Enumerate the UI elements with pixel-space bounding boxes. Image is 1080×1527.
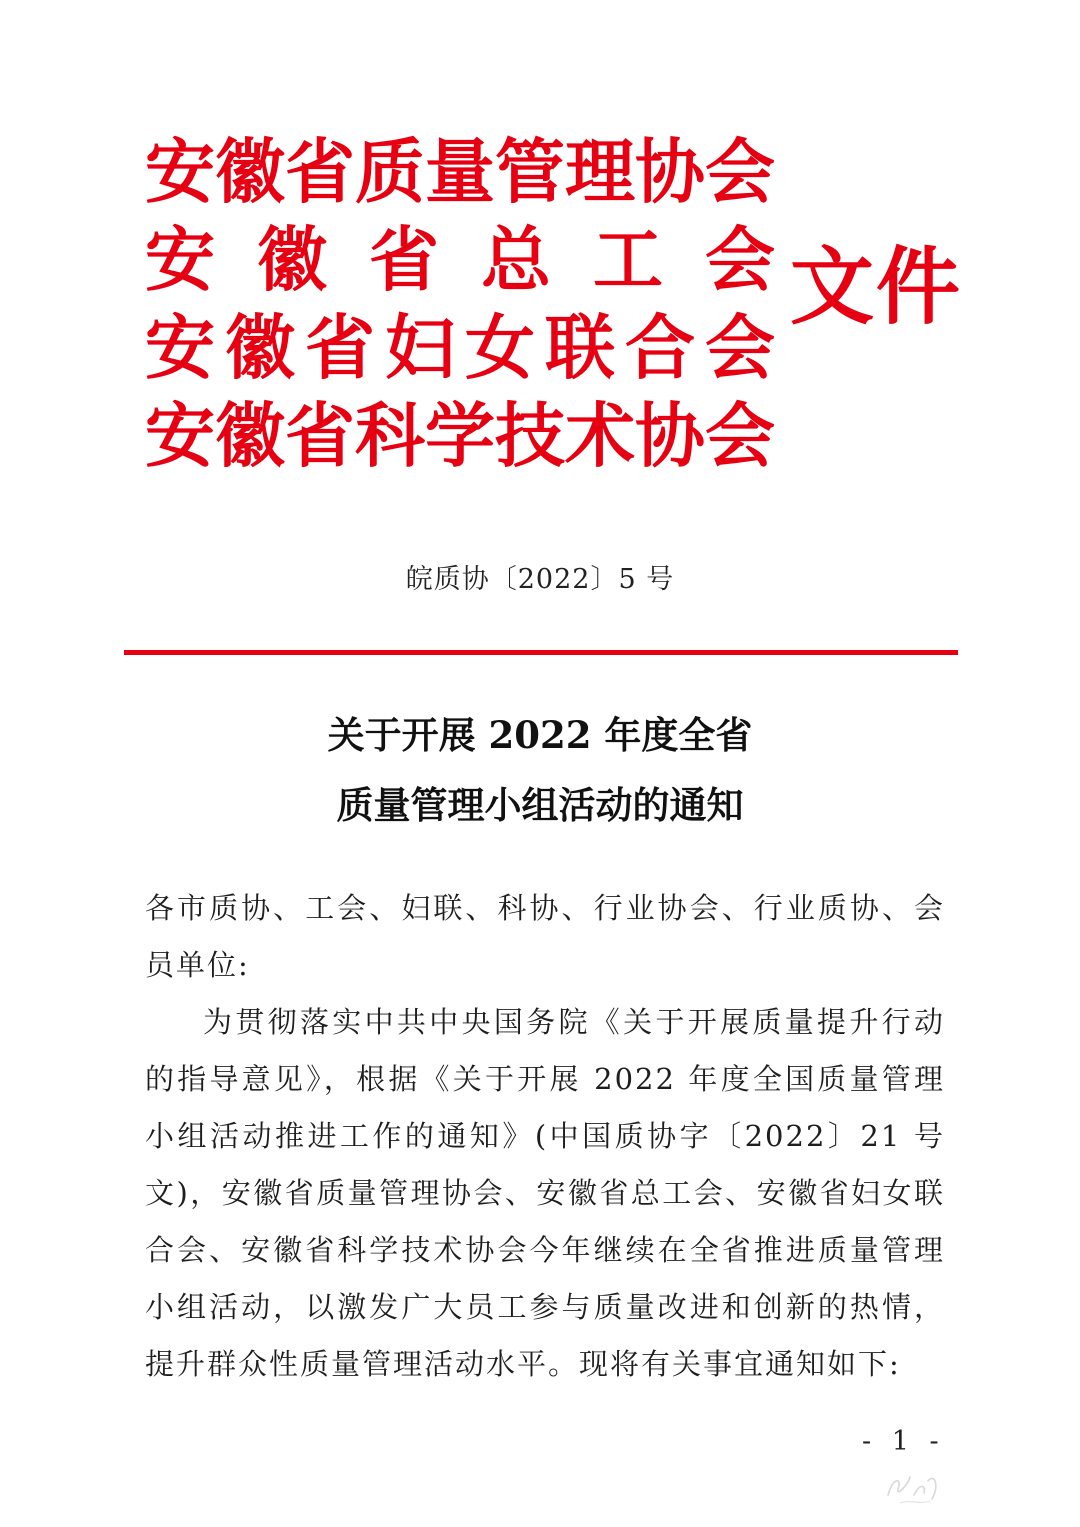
page-number: - 1 - (862, 1426, 945, 1457)
salutation: 各市质协、工会、妇联、科协、行业协会、行业质协、会员单位: (145, 891, 945, 982)
red-divider (124, 650, 958, 655)
letterhead-issuers (145, 128, 775, 480)
title-line-1: 关于开展 2022 年度全省 (327, 713, 753, 757)
document-title (0, 700, 1080, 840)
issuer-line-4: 安 徽 省 科 学 技 术 协 会 (145, 395, 775, 477)
title-line-2: 质量管理小组活动的通知 (336, 783, 744, 827)
document-type-label: 文件 (790, 238, 963, 336)
watermark-scribble (880, 1455, 950, 1515)
issuer-line-3: 安 徽 省 妇 女 联 合 会 (145, 307, 775, 389)
issuer-line-2: 安 徽 省 总 工 会 (145, 219, 775, 301)
body-paragraph: 为贯彻落实中共中央国务院《关于开展质量提升行动的指导意见》，根据《关于开展 2022 年度全国质量管理小组活动推进工作的通知》(中国质协字〔2022〕21 号文)，安徽省质量管理协会、安徽省总工会、安徽省妇女联合会、安徽省科学技术协会今年继续在全省推进质量管理小组活动，以激发广大员工参与质量改进和创新的热情，提升群众性质量管理活动水平。现将有关事宜通知如下: (145, 1005, 945, 1381)
document-number: 皖质协〔2022〕5 号 (405, 564, 675, 595)
document-body (145, 880, 945, 1393)
issuer-line-1: 安 徽 省 质 量 管 理 协 会 (145, 131, 775, 213)
